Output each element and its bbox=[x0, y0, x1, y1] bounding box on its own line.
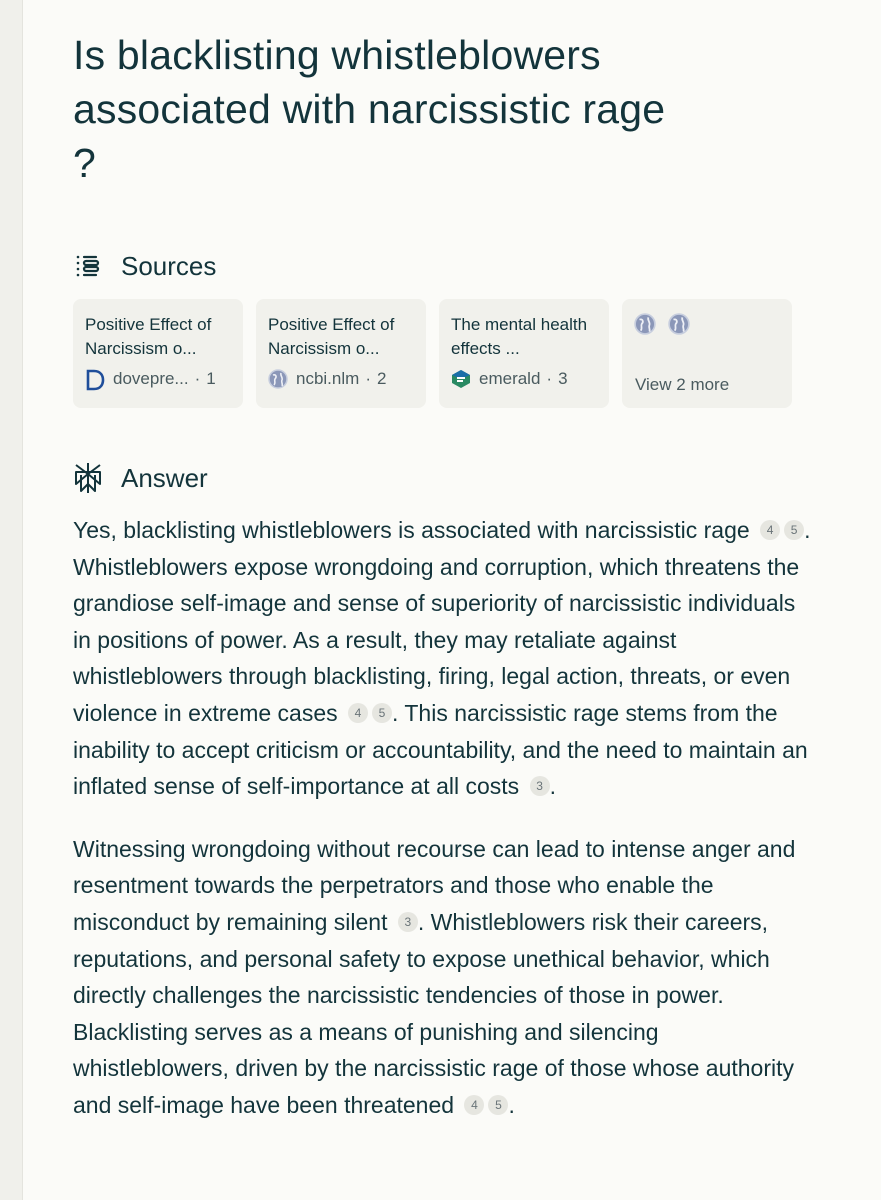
sources-heading: Sources bbox=[121, 250, 217, 281]
answer-text: . Whistleblowers risk their careers, reputations, and personal safety to expose unethical behavior, which directly challenges the narcissistic tendencies of those in power. Blacklisting serves as a means of punishing and silencing whistleblowers, driven by the narcissistic rage of those whose authority and self-image have been threatened bbox=[73, 908, 795, 1118]
separator-dot: · bbox=[365, 369, 371, 388]
citation-badge[interactable]: 4 bbox=[464, 1095, 484, 1115]
source-index: 1 bbox=[206, 369, 216, 388]
thread-view bbox=[23, 0, 881, 1200]
citation-badge[interactable]: 5 bbox=[488, 1095, 508, 1115]
citation-badge[interactable]: 4 bbox=[760, 520, 780, 540]
view-more-sources-button[interactable] bbox=[622, 299, 792, 408]
dovepress-favicon-icon bbox=[85, 369, 105, 389]
source-title: The mental health effects ... bbox=[451, 315, 588, 358]
source-title: Positive Effect of Narcissism o... bbox=[85, 315, 212, 358]
citation-badge[interactable]: 3 bbox=[398, 912, 418, 932]
source-meta bbox=[268, 369, 414, 389]
sources-list-icon bbox=[73, 251, 103, 281]
sources-list bbox=[73, 299, 813, 408]
source-title: Positive Effect of Narcissism o... bbox=[268, 315, 395, 358]
separator-dot: · bbox=[194, 369, 201, 388]
source-card[interactable] bbox=[256, 299, 426, 408]
answer-text: . Whistleblowers expose wrongdoing and corruption, which threatens the grandiose self-image and sense of superiority of narcissistic individuals in positions of power. As a result, they may retaliate against whistleblowers through blacklisting, firing, legal action, threats, or even violence in extreme cases bbox=[73, 517, 811, 726]
separator-dot: · bbox=[546, 369, 553, 388]
answer-header bbox=[73, 458, 813, 498]
answer-text: Yes, blacklisting whistleblowers is associated with narcissistic rage bbox=[73, 517, 750, 543]
source-domain: emerald bbox=[479, 369, 541, 388]
source-domain: dovepre... bbox=[113, 369, 189, 388]
question-line-2: associated with narcissistic rage bbox=[73, 86, 666, 132]
source-domain: ncbi.nlm bbox=[296, 369, 360, 388]
globe-icon bbox=[268, 369, 288, 389]
more-favicons bbox=[634, 313, 780, 340]
question-line-1: Is blacklisting whistleblowers bbox=[73, 32, 601, 78]
answer-paragraph bbox=[73, 512, 813, 805]
answer-text: . bbox=[508, 1091, 515, 1118]
answer-heading: Answer bbox=[121, 462, 208, 493]
source-meta bbox=[451, 369, 597, 389]
sources-header bbox=[73, 246, 813, 286]
view-more-label: View 2 more bbox=[635, 375, 730, 394]
perplexity-logo-icon bbox=[73, 463, 103, 493]
citation-badge[interactable]: 5 bbox=[784, 520, 804, 540]
answer-text: . This narcissistic rage stems from the inability to accept criticism or accountability, and the need to maintain an inflated sense of self-importance at all costs bbox=[73, 699, 808, 800]
thread-content bbox=[73, 28, 813, 1124]
emerald-favicon-icon bbox=[451, 369, 471, 389]
answer-text: . bbox=[549, 773, 556, 800]
citation-badge[interactable]: 3 bbox=[530, 776, 550, 796]
source-card[interactable] bbox=[439, 299, 609, 408]
left-rail bbox=[0, 0, 23, 1200]
question-title bbox=[73, 28, 813, 190]
source-meta bbox=[85, 369, 231, 389]
globe-icon bbox=[668, 313, 690, 340]
globe-icon bbox=[634, 313, 656, 340]
source-card[interactable] bbox=[73, 299, 243, 408]
citation-badge[interactable]: 4 bbox=[348, 703, 368, 723]
source-index: 2 bbox=[376, 369, 387, 388]
source-index: 3 bbox=[558, 369, 568, 388]
citation-badge[interactable]: 5 bbox=[372, 703, 392, 723]
question-line-3: ? bbox=[73, 140, 97, 186]
answer-paragraph bbox=[73, 831, 813, 1124]
answer-text: Witnessing wrongdoing without recourse can lead to intense anger and resentment towards the perpetrators and those who enable the misconduct by remaining silent bbox=[73, 835, 796, 935]
